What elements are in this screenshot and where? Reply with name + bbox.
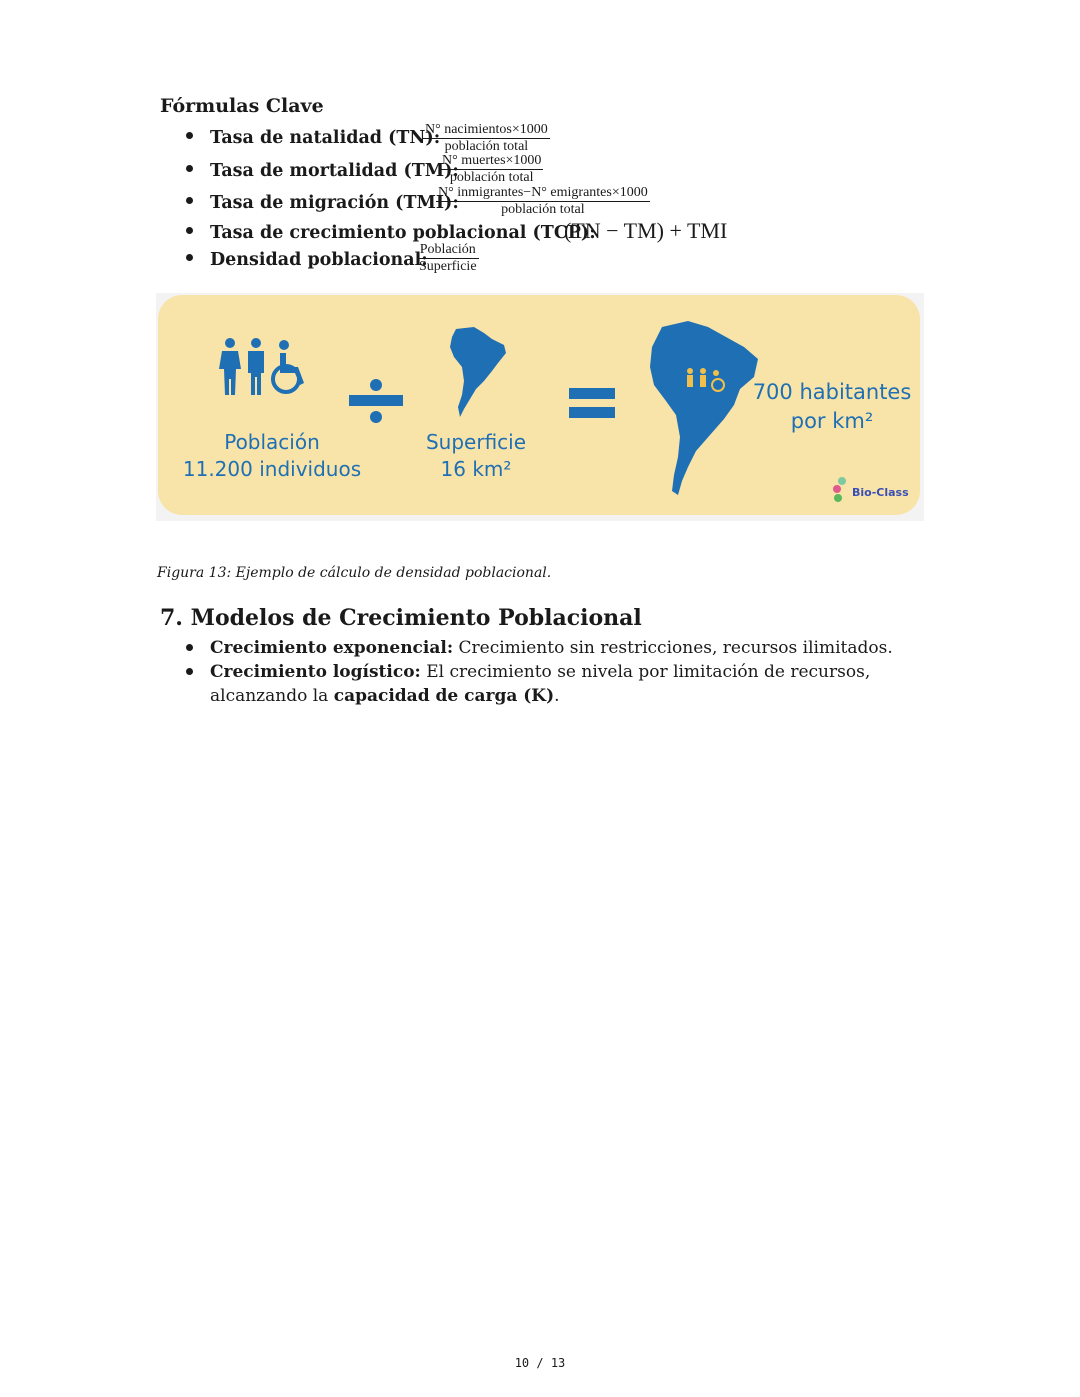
term-secondary: capacidad de carga (K) — [333, 686, 555, 706]
bullet — [186, 227, 193, 234]
formulas-heading: Fórmulas Clave — [160, 95, 324, 117]
south-america-map-icon — [648, 319, 760, 499]
result-line1: 700 habitantes — [752, 380, 912, 404]
description: El crecimiento se nivela por limitación de recursos, alcanzando la — [210, 662, 871, 706]
description-end: . — [554, 686, 560, 706]
numerator: N° nacimientos×1000 — [425, 122, 548, 137]
list-item — [186, 636, 906, 660]
formula-expression: (TN − TM) + TMI — [564, 218, 728, 243]
population-value: 11.200 individuos — [182, 457, 362, 481]
south-america-small-icon — [448, 325, 510, 419]
models-list — [186, 636, 906, 708]
bullet — [186, 254, 193, 261]
area-label: Superficie — [425, 430, 527, 454]
bullet — [186, 644, 193, 651]
bio-class-logo-icon — [832, 477, 848, 503]
description: Crecimiento sin restricciones, recursos ilimitados. — [453, 638, 893, 658]
fraction — [417, 242, 479, 275]
bullet — [186, 132, 193, 139]
fraction — [436, 185, 650, 218]
formula-label: Tasa de natalidad (TN): — [210, 128, 441, 148]
numerator: Población — [417, 242, 479, 259]
density-figure — [156, 293, 924, 521]
fraction — [440, 153, 543, 186]
area-value: 16 km² — [440, 457, 512, 481]
list-item — [186, 660, 906, 708]
denominator: población total — [501, 202, 585, 217]
formula-label: Densidad poblacional: — [210, 250, 428, 270]
bullet — [186, 165, 193, 172]
denominator: población total — [444, 139, 529, 154]
formula-label: Tasa de crecimiento poblacional (TCP): — [210, 223, 596, 243]
bio-class-logo-text: Bio-Class — [852, 486, 909, 499]
section-heading: 7. Modelos de Crecimiento Poblacional — [160, 605, 642, 631]
result-line2: por km² — [790, 409, 874, 433]
bullet — [186, 197, 193, 204]
numerator: N° muertes×1000 — [442, 153, 542, 168]
page-number: 10 / 13 — [514, 1356, 566, 1370]
formula-label: Tasa de mortalidad (TM): — [210, 161, 459, 181]
formula-label: Tasa de migración (TMI): — [210, 193, 459, 213]
term: Crecimiento exponencial: — [210, 638, 454, 658]
figure-caption: Figura 13: Ejemplo de cálculo de densidad poblacional. — [157, 565, 552, 581]
denominator: población total — [449, 170, 534, 185]
fraction — [423, 122, 550, 155]
term: Crecimiento logístico: — [210, 662, 421, 682]
equals-icon — [569, 388, 615, 418]
population-label: Población — [224, 430, 320, 454]
bullet — [186, 668, 193, 675]
people-icon — [216, 337, 316, 397]
numerator: N° inmigrantes−N° emigrantes×1000 — [438, 185, 648, 200]
divide-icon — [349, 379, 403, 423]
denominator: Superficie — [419, 259, 477, 274]
